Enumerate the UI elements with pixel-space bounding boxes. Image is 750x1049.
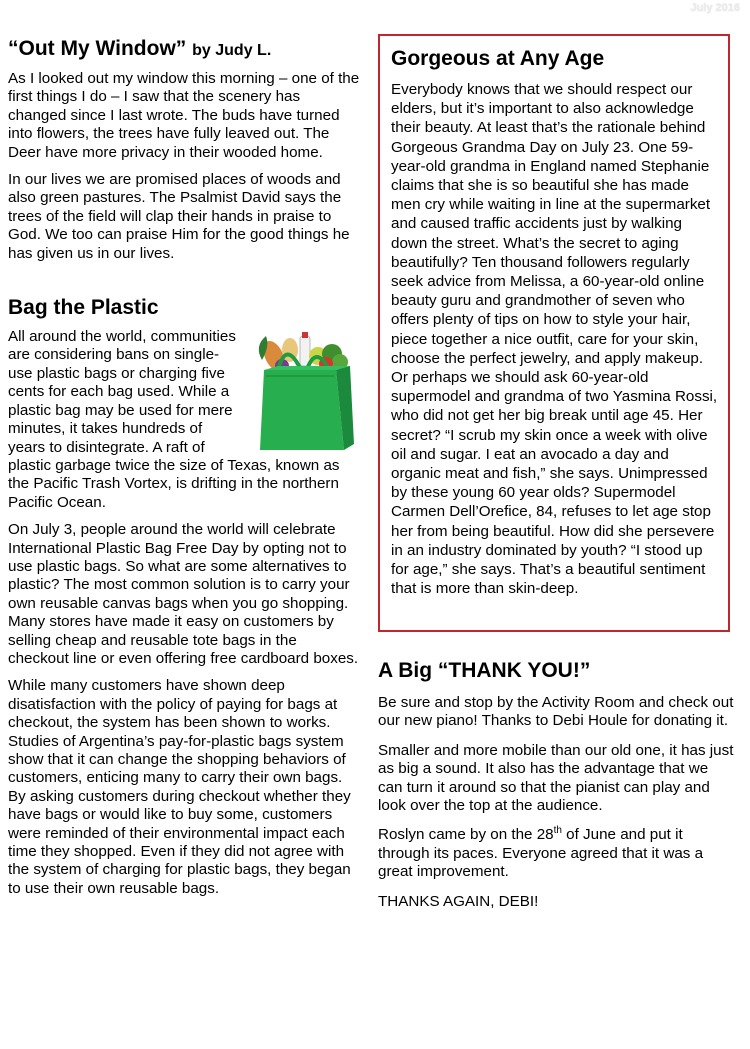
window-article-heading: “Out My Window”	[8, 37, 187, 60]
issue-date: July 2016	[690, 2, 740, 14]
grandma-article-box	[378, 34, 730, 632]
right-column	[378, 34, 734, 922]
left-column	[8, 36, 360, 907]
window-article-paragraph: As I looked out my window this morning – one of the first things I do – I saw that the scenery has changed since I last wrote. The buds have turned into flowers, the trees have fully leaved out. The Deer have more privacy in their wooded home.	[8, 70, 360, 161]
window-article-title	[8, 36, 360, 64]
plastic-article-paragraph: On July 3, people around the world will celebrate International Plastic Bag Free Day by opting not to use plastic bags. So what are some alternatives to plastic? The most common solution is to carry your own reusable canvas bags when you go shopping. Many stores have made it easy on customers by selling cheap and reusable tote bags in the checkout line or even offering free cardboard boxes.	[8, 521, 359, 667]
grocery-bag-icon	[244, 326, 356, 454]
plastic-article-title: Bag the Plastic	[8, 296, 159, 320]
thanks-article-body	[378, 694, 734, 911]
thanks-p3-start: Roslyn came by on the 28	[378, 826, 554, 844]
grandma-article-body: Everybody knows that we should respect our elders, but it’s important to also acknowledge their beauty. At least that’s the rationale behind Gorgeous Grandma Day on July 23. One 59-year-old grandma in England named Stephanie claims that she is so beautiful she has made men cry while waiting in line at the supermarket and caused traffic accidents just by walking down the street. What’s the secret to aging beautifully? Ten thousand followers regularly seek advice from Melissa, a 60-year-old online beauty guru and grandmother of seven who offers plenty of tips on how to style your hair, piece together a nice outfit, care for your skin, choose the perfect jewelry, and apply makeup. Or perhaps we should ask 60-year-old supermodel and grandma of two Yasmina Rossi, who did not get her big break until age 45. Her secret? “I scrub my skin once a week with olive oil and sugar. I eat an avocado a day and organic meat and fish,” she says. Unimpressed by these young 60 year olds? Supermodel Carmen Dell’Orefice, 84, refuses to let age stop her from being beautiful. How did she persevere in an industry dominated by youth? “I stood up for age,” she says. That’s a beautiful sentiment that is more than skin-deep.	[391, 81, 718, 598]
thanks-article-paragraph	[378, 826, 734, 881]
plastic-article-body	[8, 328, 360, 898]
ordinal-suffix: th	[553, 825, 562, 837]
thanks-article-paragraph: Smaller and more mobile than our old one, it has just as big a sound. It also has the advantage that we can turn it around so that the pianist can play and look over the top at the audience.	[378, 741, 734, 815]
plastic-article-paragraph: All around the world, communities are considering bans on single-use plastic bags or charging five cents for each bag used. While a plastic bag may be used for mere minutes, it takes hundreds of years to disintegrate. A raft of plastic garbage twice the size of Texas, known as the Pacific Trash Vortex, is drifting in the northern Pacific Ocean.	[8, 328, 340, 511]
grandma-article-title: Gorgeous at Any Age	[391, 47, 605, 70]
thanks-closing: THANKS AGAIN, DEBI!	[378, 892, 539, 910]
window-article-paragraph: In our lives we are promised places of woods and also green pastures. The Psalmist David says the trees of the field will clap their hands in praise to God. We too can praise Him for the good things he has given us in our lives.	[8, 171, 350, 262]
thanks-p3-end: of June and put it through its paces. Everyone agreed that it was a great improvement.	[378, 826, 704, 881]
thanks-article-paragraph: Be sure and stop by the Activity Room and check out our new piano! Thanks to Debi Houle for donating it.	[378, 694, 734, 730]
window-article-byline: by Judy L.	[192, 42, 272, 59]
thanks-article-title: A Big “THANK YOU!”	[378, 659, 591, 682]
plastic-article-paragraph: While many customers have shown deep disatisfaction with the policy of paying for bags at checkout, the system has been shown to works. Studies of Argentina’s pay-for-plastic bags system show that it can change the shopping behaviors of customers, enticing many to carry their own bags. By asking customers during checkout whether they have bags or would like to buy some, customers were reminded of their environmental impact each time they shopped. Even if they did not agree with the system of charging for plastic bags, they began to use their own reusable bags.	[8, 677, 351, 897]
